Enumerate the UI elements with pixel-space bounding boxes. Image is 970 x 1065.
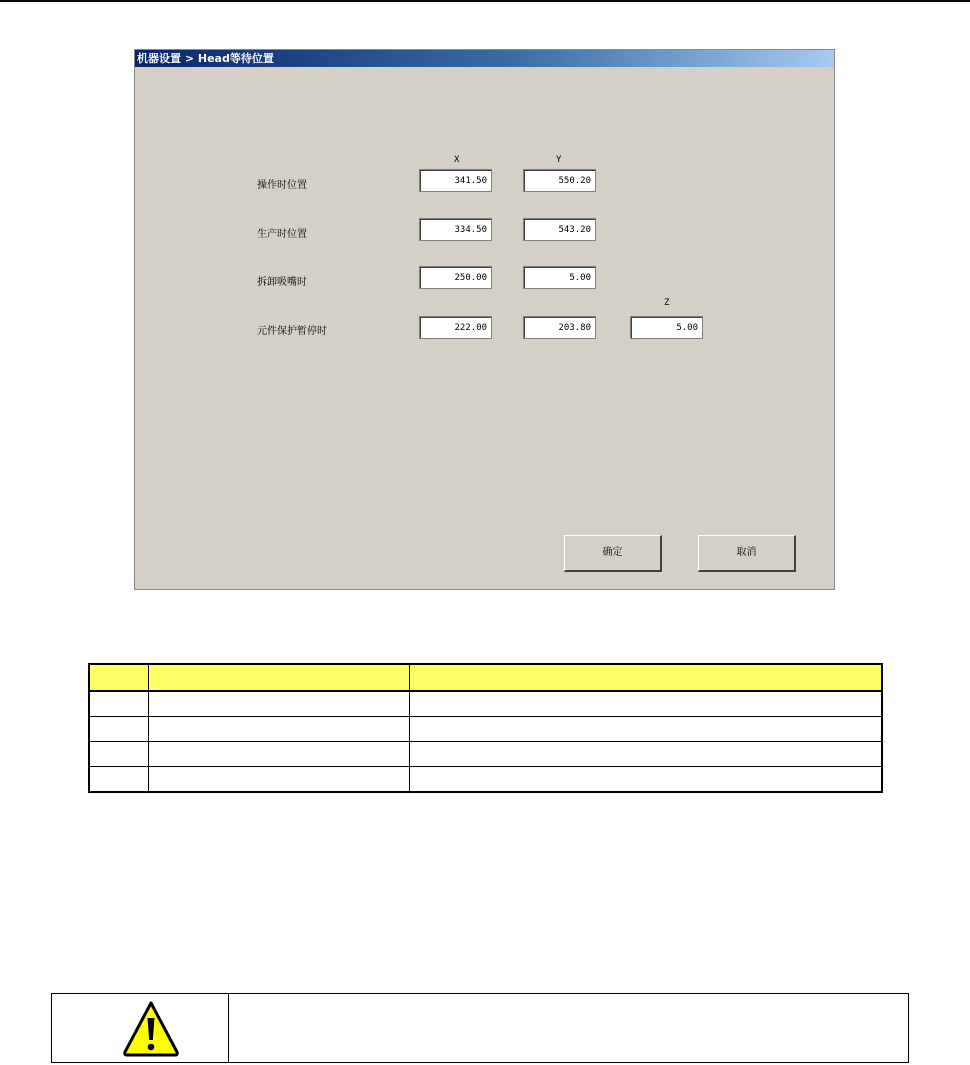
ok-button[interactable]: 确定 <box>564 535 662 572</box>
table-cell <box>89 742 148 767</box>
caution-text <box>229 994 908 1062</box>
column-header-z: Z <box>664 298 670 308</box>
reference-table <box>88 663 883 793</box>
column-header-y: Y <box>556 155 562 165</box>
table-cell <box>148 767 409 793</box>
page-top-rule <box>0 0 970 2</box>
column-header-x: X <box>454 155 460 165</box>
production-position-y-input[interactable] <box>523 218 596 241</box>
caution-icon-cell <box>52 994 229 1062</box>
table-header-cell <box>409 664 882 691</box>
table-row <box>89 767 882 793</box>
production-position-x-input[interactable] <box>419 218 492 241</box>
table-cell <box>148 742 409 767</box>
table-cell <box>89 691 148 717</box>
cancel-button[interactable]: 取消 <box>698 535 796 572</box>
warning-triangle-icon <box>121 998 181 1058</box>
table-cell <box>409 767 882 793</box>
operation-position-x-input[interactable] <box>419 169 492 192</box>
row-label-production-position: 生产时位置 <box>257 229 307 240</box>
nozzle-removal-x-input[interactable] <box>419 266 492 289</box>
row-label-nozzle-removal: 拆卸吸嘴时 <box>257 277 307 288</box>
table-row <box>89 691 882 717</box>
row-label-operation-position: 操作时位置 <box>257 180 307 191</box>
table-cell <box>148 717 409 742</box>
table-cell <box>409 742 882 767</box>
table-header-cell <box>148 664 409 691</box>
table-cell <box>409 691 882 717</box>
table-header-cell <box>89 664 148 691</box>
component-protection-x-input[interactable] <box>419 316 492 339</box>
table-cell <box>148 691 409 717</box>
operation-position-y-input[interactable] <box>523 169 596 192</box>
nozzle-removal-y-input[interactable] <box>523 266 596 289</box>
dialog-title: 机器设置 > Head等待位置 <box>137 52 274 65</box>
table-cell <box>409 717 882 742</box>
table-row <box>89 742 882 767</box>
table-cell <box>89 767 148 793</box>
row-label-component-protection-pause: 元件保护暂停时 <box>257 326 327 337</box>
component-protection-y-input[interactable] <box>523 316 596 339</box>
head-wait-position-dialog <box>134 49 835 590</box>
component-protection-z-input[interactable] <box>630 316 703 339</box>
table-cell <box>89 717 148 742</box>
table-header-row <box>89 664 882 691</box>
table-row <box>89 717 882 742</box>
caution-box <box>51 993 909 1063</box>
dialog-titlebar[interactable] <box>135 50 834 67</box>
